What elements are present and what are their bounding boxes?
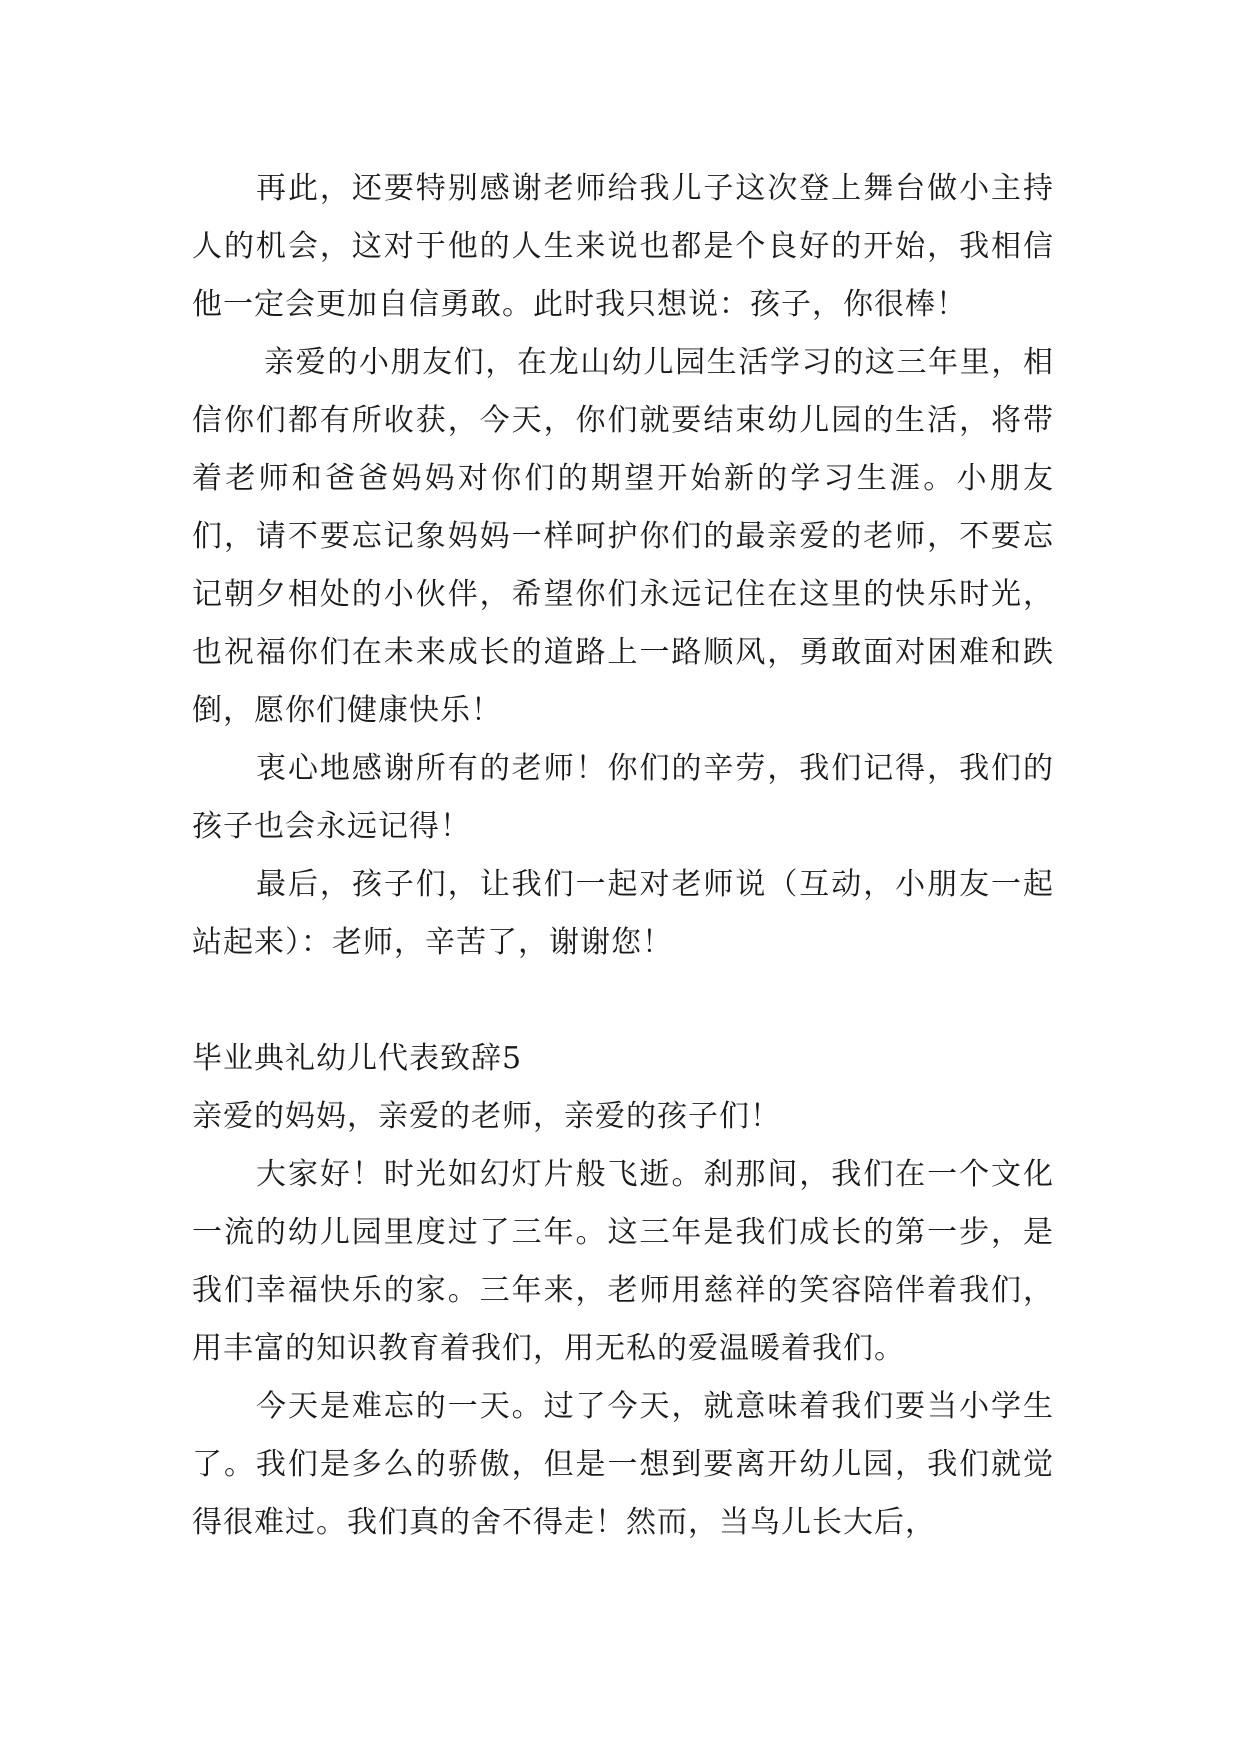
section-title: 毕业典礼幼儿代表致辞5 [192, 1041, 523, 1076]
document-body [192, 160, 1054, 1552]
paragraph-closing: 最后，孩子们，让我们一起对老师说（互动，小朋友一起站起来）：老师，辛苦了，谢谢您！ [192, 867, 1054, 960]
paragraph-dear-children: 亲爱的小朋友们，在龙山幼儿园生活学习的这三年里，相信你们都有所收获，今天，你们就要结束幼儿园的生活，将带着老师和爸爸妈妈对你们的期望开始新的学习生涯。小朋友们，请不要忘记象妈妈一样呵护你们的最亲爱的老师，不要忘记朝夕相处的小伙伴，希望你们永远记住在这里的快乐时光，也祝福你们在未来成长的道路上一路顺风，勇敢面对困难和跌倒，愿你们健康快乐！ [192, 345, 1054, 728]
section-spacer [192, 972, 1054, 1030]
paragraph-memorable-day: 今天是难忘的一天。过了今天，就意味着我们要当小学生了。我们是多么的骄傲，但是一想到要离开幼儿园，我们就觉得很难过。我们真的舍不得走！然而，当鸟儿长大后， [192, 1389, 1054, 1540]
paragraph-thanks-host: 再此，还要特别感谢老师给我儿子这次登上舞台做小主持人的机会，这对于他的人生来说也都是个良好的开始，我相信他一定会更加自信勇敢。此时我只想说：孩子，你很棒！ [192, 171, 1054, 322]
paragraph-thank-teachers: 衷心地感谢所有的老师！你们的辛劳，我们记得，我们的孩子也会永远记得！ [192, 751, 1054, 844]
salutation: 亲爱的妈妈，亲爱的老师，亲爱的孩子们！ [192, 1099, 781, 1134]
paragraph-greeting: 大家好！时光如幻灯片般飞逝。刹那间，我们在一个文化一流的幼儿园里度过了三年。这三年是我们成长的第一步，是我们幸福快乐的家。三年来，老师用慈祥的笑容陪伴着我们，用丰富的知识教育着我们，用无私的爱温暖着我们。 [192, 1157, 1054, 1366]
